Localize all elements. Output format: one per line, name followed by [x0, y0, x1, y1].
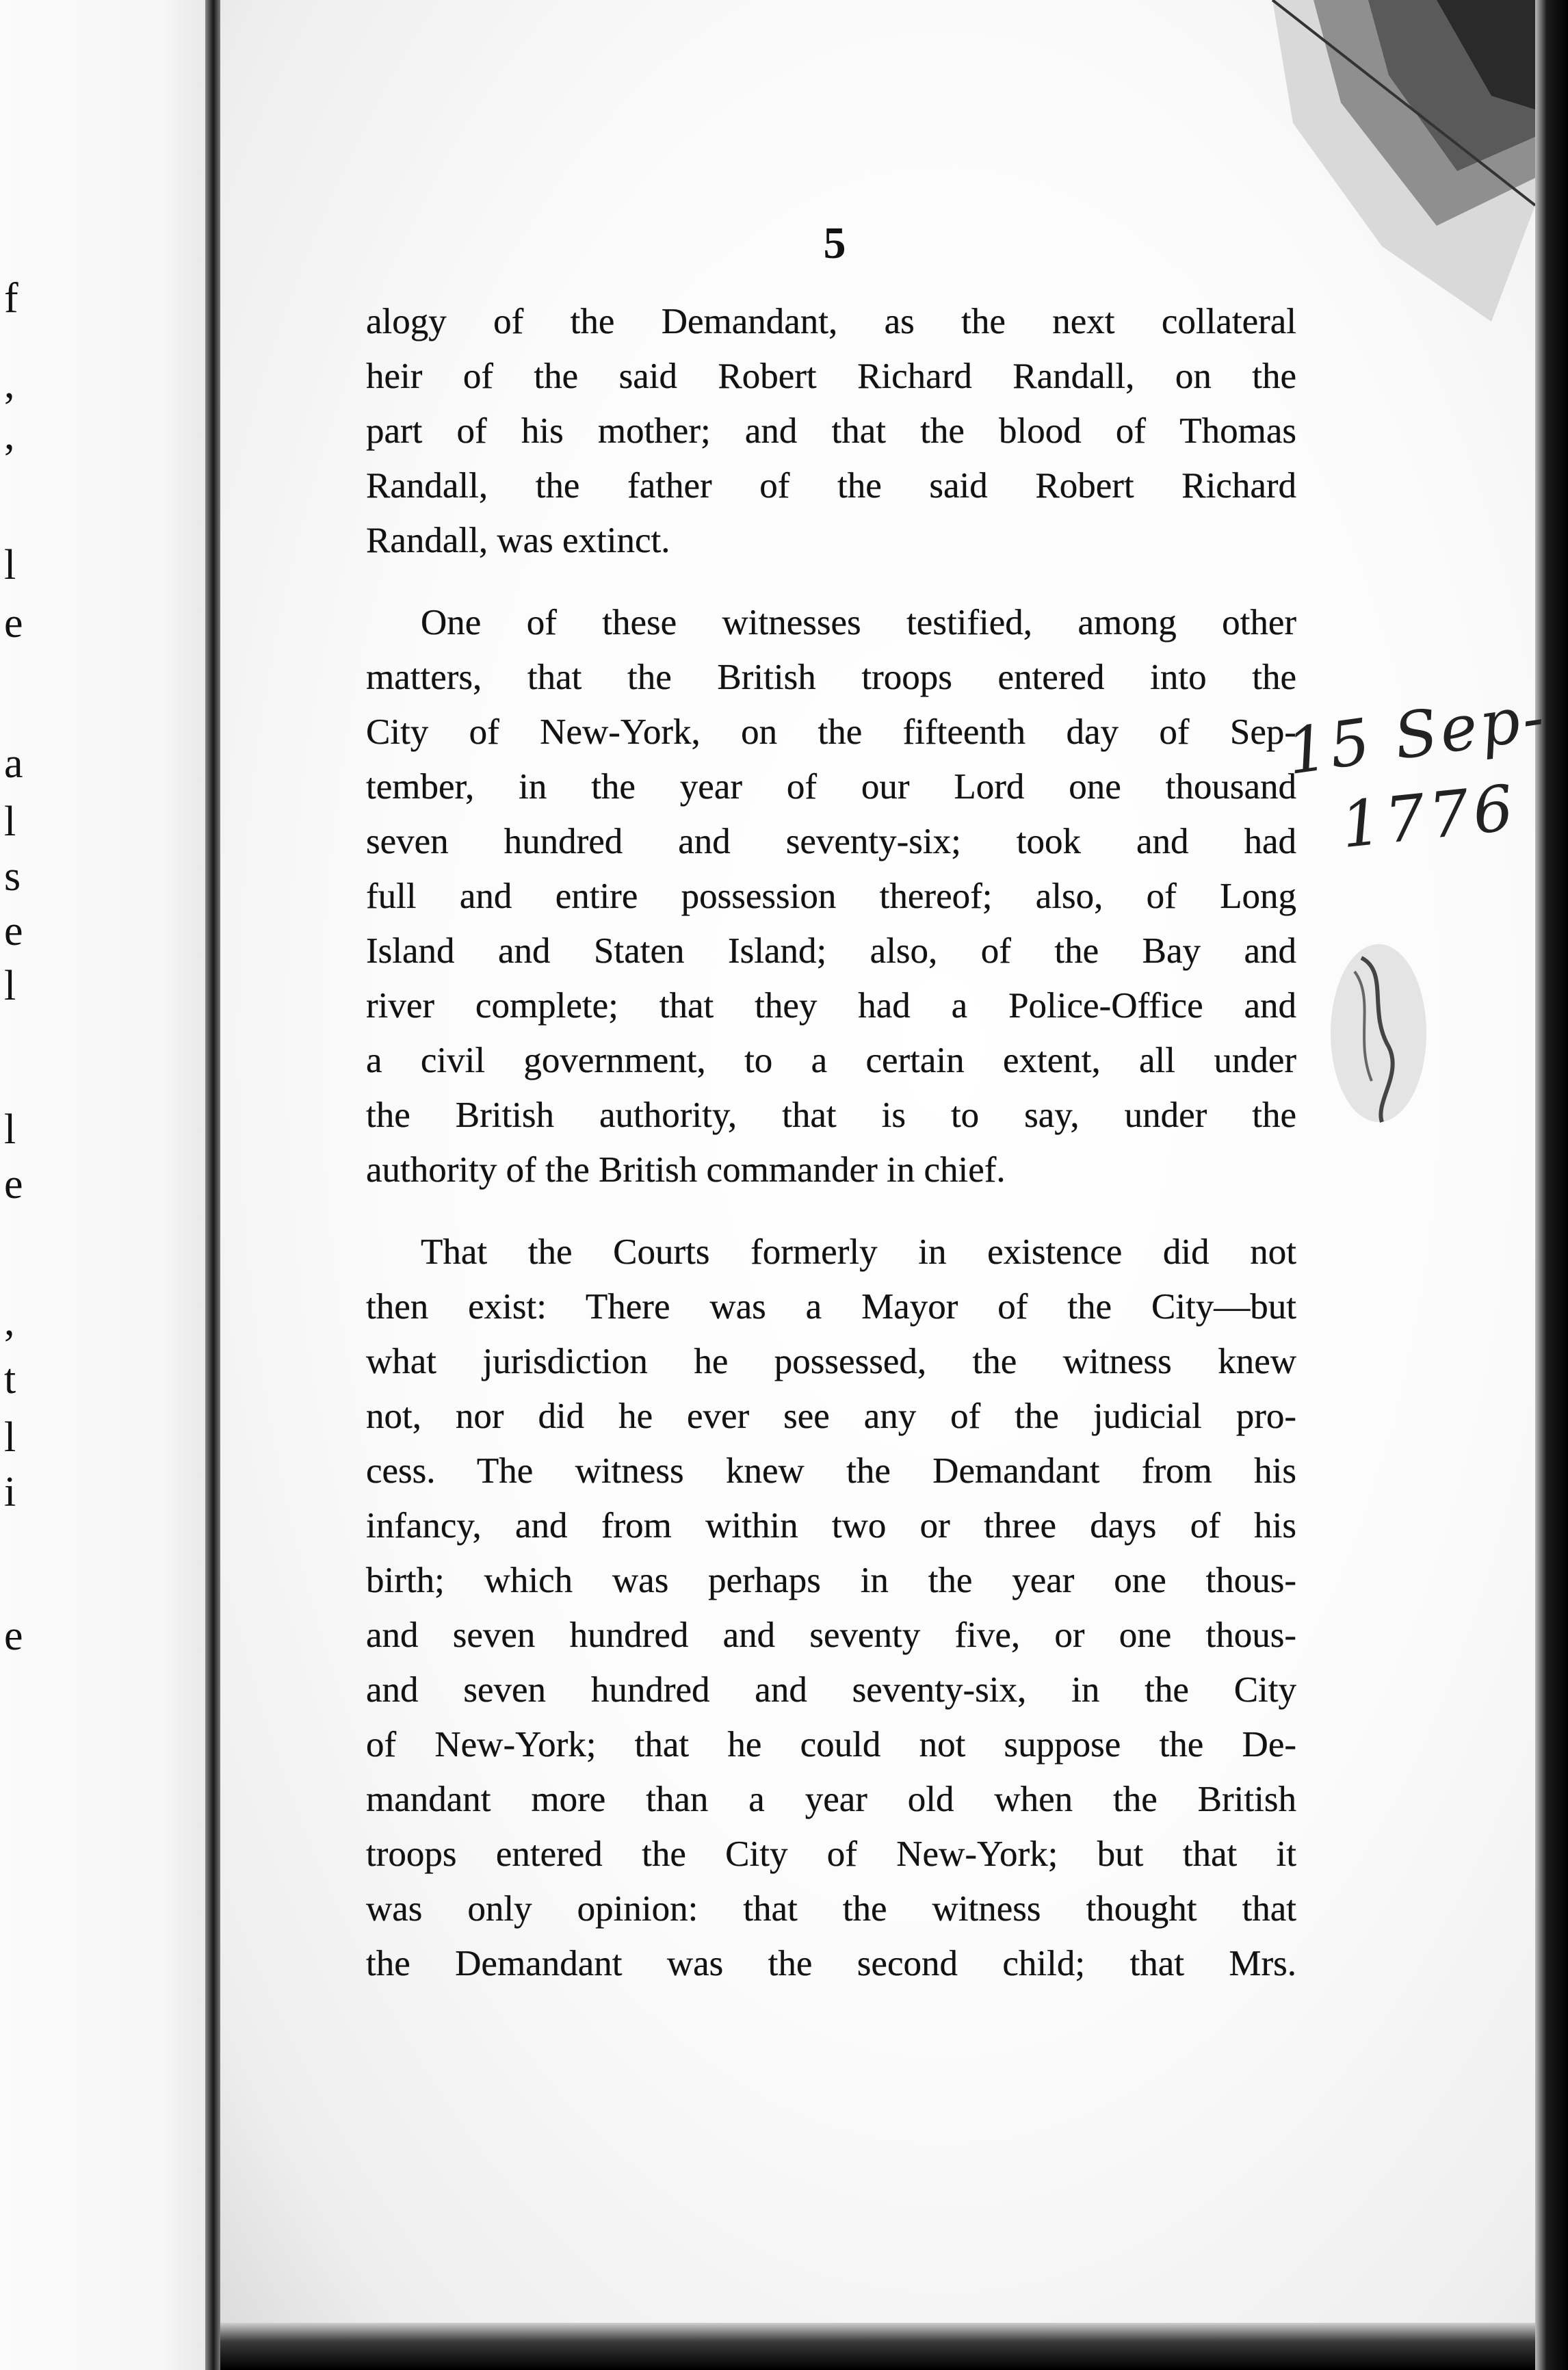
- text-line: Island and Staten Island; also, of the Bay and: [366, 931, 1296, 971]
- facing-page: [0, 0, 205, 2370]
- handwritten-margin-note: 15 Sep-: [1282, 679, 1552, 790]
- handwritten-margin-note: 1776: [1337, 770, 1521, 863]
- text-line: the Demandant was the second child; that Mrs.: [366, 1944, 1296, 1983]
- text-line: troops entered the City of New-York; but that it: [366, 1834, 1296, 1874]
- facing-page-fragment: ,: [4, 412, 15, 458]
- page-body: [366, 294, 1296, 2018]
- text-line: seven hundred and seventy-six; took and had: [366, 822, 1296, 861]
- facing-page-fragment: f: [4, 275, 18, 322]
- text-line: Randall, was extinct.: [366, 521, 670, 560]
- facing-page-fragment: e: [4, 600, 23, 647]
- text-line: mandant more than a year old when the British: [366, 1780, 1296, 1819]
- text-line: That the Courts formerly in existence did not: [421, 1232, 1296, 1272]
- paragraph-1: [366, 294, 1296, 568]
- text-line: Randall, the father of the said Robert Richard: [366, 466, 1296, 506]
- page-edge-right: [1535, 0, 1568, 2370]
- text-line: One of these witnesses testified, among other: [421, 603, 1296, 642]
- facing-page-fragment: ,: [4, 361, 15, 407]
- facing-page-fragment: ,: [4, 1298, 15, 1344]
- text-line: of New-York; that he could not suppose the De-: [366, 1725, 1296, 1765]
- facing-page-fragment: l: [4, 798, 16, 845]
- text-line: part of his mother; and that the blood of Thomas: [366, 411, 1296, 451]
- facing-page-fragment: e: [4, 908, 23, 954]
- text-line: infancy, and from within two or three days of his: [366, 1506, 1296, 1546]
- facing-page-fragment: s: [4, 853, 21, 900]
- text-line: then exist: There was a Mayor of the City—but: [366, 1287, 1296, 1327]
- text-line: river complete; that they had a Police-Office and: [366, 986, 1296, 1026]
- text-line: not, nor did he ever see any of the judicial pro-: [366, 1396, 1296, 1436]
- paragraph-3: [366, 1225, 1296, 1991]
- paragraph-2: [366, 595, 1296, 1197]
- facing-page-fragment: i: [4, 1469, 16, 1515]
- text-line: and seven hundred and seventy five, or one thous-: [366, 1615, 1296, 1655]
- facing-page-fragment: e: [4, 1161, 23, 1208]
- facing-page-fragment: l: [4, 542, 16, 588]
- facing-page-fragment: e: [4, 1613, 23, 1659]
- page-number: 5: [823, 218, 846, 268]
- text-line: matters, that the British troops entered into the: [366, 657, 1296, 697]
- facing-page-fragment: l: [4, 1106, 16, 1153]
- paper-stain: [1314, 930, 1443, 1136]
- text-line: what jurisdiction he possessed, the witness knew: [366, 1342, 1296, 1381]
- text-line: a civil government, to a certain extent, all under: [366, 1041, 1296, 1080]
- text-line: the British authority, that is to say, under the: [366, 1095, 1296, 1135]
- page-edge-bottom: [220, 2323, 1535, 2370]
- text-line: and seven hundred and seventy-six, in the City: [366, 1670, 1296, 1710]
- text-line: alogy of the Demandant, as the next collateral: [366, 302, 1296, 341]
- text-line: was only opinion: that the witness thought that: [366, 1889, 1296, 1929]
- facing-page-fragment: l: [4, 963, 16, 1009]
- folded-corner: [1231, 0, 1535, 322]
- text-line: tember, in the year of our Lord one thousand: [366, 767, 1296, 807]
- facing-page-fragment: l: [4, 1414, 16, 1461]
- text-line: City of New-York, on the fifteenth day of Sep-: [366, 712, 1296, 752]
- text-line: cess. The witness knew the Demandant from his: [366, 1451, 1296, 1491]
- text-line: birth; which was perhaps in the year one thous-: [366, 1561, 1296, 1600]
- text-line: authority of the British commander in chief.: [366, 1150, 1006, 1190]
- text-line: heir of the said Robert Richard Randall, on the: [366, 356, 1296, 396]
- facing-page-fragment: a: [4, 740, 23, 787]
- facing-page-fragment: t: [4, 1356, 16, 1403]
- text-line: full and entire possession thereof; also, of Long: [366, 876, 1296, 916]
- book-gutter: [205, 0, 220, 2370]
